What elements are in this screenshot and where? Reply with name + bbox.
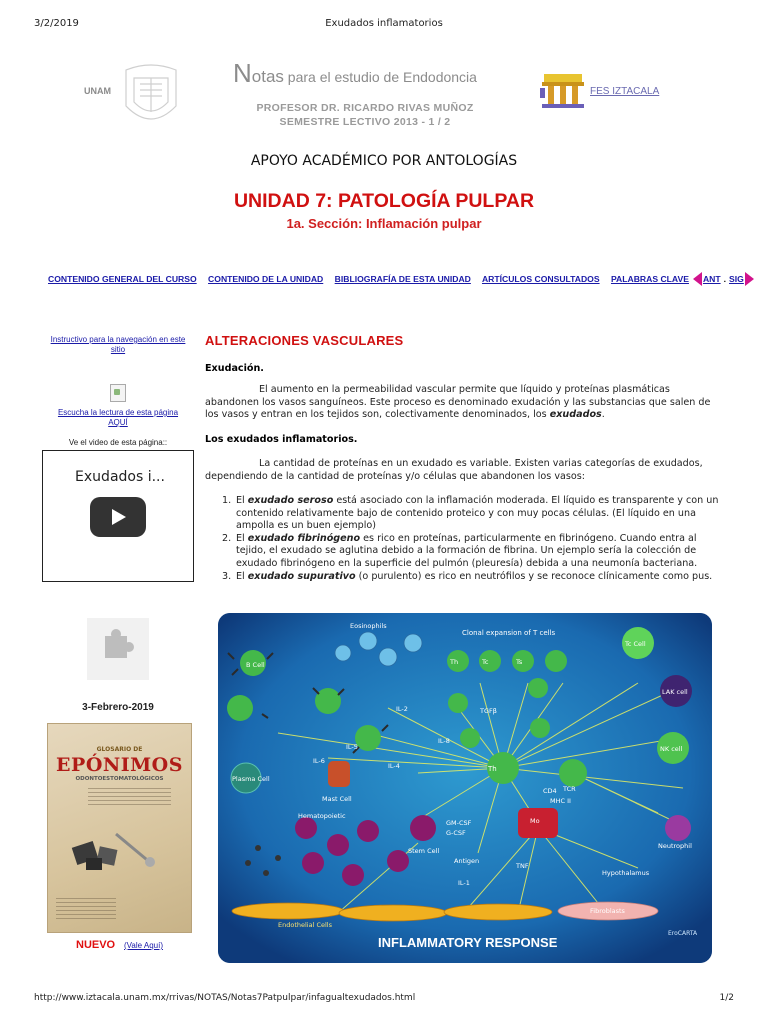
site-title-otas: otas: [251, 67, 284, 86]
missing-plugin-icon: [87, 618, 149, 680]
label-logo: EroCARTA: [668, 930, 698, 937]
label-mo: Mo: [530, 817, 540, 825]
next-arrow-icon[interactable]: [745, 272, 754, 286]
p1-text: El aumento en la permeabilidad vascular permite que líquido y proteínas plasmáticas abandonen los vasos sanguíneos. Este proceso es denominado exudación y las substancias que salen de los vasos y entran en los tejidos son, colectivamente denominados, los: [205, 384, 711, 421]
book-authors-lines: [88, 788, 171, 808]
nav-palabras-clave[interactable]: PALABRAS CLAVE: [610, 274, 689, 284]
content-heading: ALTERACIONES VASCULARES: [205, 333, 404, 348]
fes-iztacala-logo: [540, 70, 586, 110]
nuevo-link[interactable]: (Vale Aquí): [124, 941, 163, 950]
print-url: http://www.iztacala.unam.mx/rrivas/NOTAS/Notas7Patpulpar/infagualtexudados.html: [34, 993, 416, 1003]
label-stem-cell: Stem Cell: [408, 847, 440, 855]
label-mhc2: MHC II: [550, 797, 571, 805]
video-embed[interactable]: [42, 450, 194, 582]
label-eosinophils: Eosinophils: [350, 622, 387, 630]
label-il4: IL-4: [388, 762, 400, 770]
print-date: 3/2/2019: [34, 18, 79, 29]
site-title-initial: N: [233, 58, 252, 88]
nav-contenido-general[interactable]: CONTENIDO GENERAL DEL CURSO: [48, 274, 197, 284]
endothelial-cells: [232, 903, 552, 921]
fes-iztacala-link[interactable]: FES IZTACALA: [590, 86, 660, 97]
update-date: 3-Febrero-2019: [82, 702, 154, 713]
unit-title: UNIDAD 7: PATOLOGÍA PULPAR: [233, 190, 535, 212]
play-button-icon[interactable]: [90, 497, 146, 537]
p2-text: La cantidad de proteínas en un exudado es variable. Existen varias categorías de exudados, dependiendo de la cantidad de proteínas y/o células que abandonen los vasos:: [205, 458, 703, 482]
label-hypothalamus: Hypothalamus: [602, 869, 650, 877]
prev-arrow-icon[interactable]: [693, 272, 702, 286]
label-th-2: Th: [450, 658, 459, 666]
exudados-inflamatorios-heading: Los exudados inflamatorios.: [205, 434, 358, 445]
instructivo-link[interactable]: Instructivo para la navegación en este sitio: [50, 335, 186, 354]
section-title: 1a. Sección: Inflamación pulpar: [286, 216, 482, 231]
label-neutrophil: Neutrophil: [658, 842, 692, 850]
label-il6: IL-6: [313, 757, 325, 765]
neutrophil: [665, 815, 691, 841]
label-ts: Ts: [516, 658, 523, 666]
professor-name: PROFESOR DR. RICARDO RIVAS MUÑOZ: [256, 102, 474, 114]
book-subtitle: ODONTOESTOMATOLÓGICOS: [75, 776, 164, 782]
site-title-rest: para el estudio de Endodoncia: [283, 69, 477, 85]
term-fibrinogeno: exudado fibrinógeno: [247, 532, 361, 544]
apoyo-heading: APOYO ACADÉMICO POR ANTOLOGÍAS: [250, 153, 518, 169]
book-cover-image[interactable]: [47, 723, 192, 933]
list-item: 1. El exudado seroso está asociado con la inflamación moderada. El líquido es transparente y con un contenido relativamente bajo de contenido proteico y con muy pocas células. (El líquido en una ampolla es un buen ejemplo): [222, 495, 719, 532]
label-il1: IL-1: [458, 879, 470, 887]
dental-tools-illustration: [66, 824, 156, 874]
video-label: Ve el video de esta página::: [68, 438, 168, 447]
mast-cell: [328, 761, 350, 787]
book-title: EPÓNIMOS: [56, 754, 183, 776]
label-plasma-cell: Plasma Cell: [232, 775, 270, 783]
course-nav: [48, 272, 754, 286]
label-antigen: Antigen: [454, 857, 480, 865]
label-tnf: TNF: [516, 862, 529, 870]
list-item: 3. El exudado supurativo (o purulento) es rico en neutrófilos y se reconoce clínicamente como pus.: [222, 570, 713, 582]
paragraph-exudacion: [205, 384, 719, 422]
label-tcr: TCR: [563, 785, 576, 793]
exudacion-heading: Exudación.: [205, 363, 264, 374]
unam-logo: [118, 62, 184, 134]
label-tgfb: TGFβ: [480, 707, 497, 715]
p1-end: .: [601, 409, 605, 421]
term-seroso: exudado seroso: [247, 495, 334, 506]
label-gmcsf: GM-CSF: [446, 819, 472, 827]
label-il5: IL-5: [346, 743, 358, 751]
th-right-cell: [559, 759, 587, 787]
label-b-cell: B Cell: [246, 661, 265, 669]
diagram-caption: INFLAMMATORY RESPONSE: [378, 935, 558, 950]
term-supurativo: exudado supurativo: [247, 570, 356, 582]
label-endothelial: Endothelial Cells: [278, 921, 332, 929]
audio-image-icon[interactable]: [110, 384, 126, 402]
label-tc: Tc: [482, 658, 489, 666]
nav-sig[interactable]: SIG: [729, 274, 744, 284]
paragraph-cantidad: [205, 458, 719, 483]
list-item: 2. El exudado fibrinógeno es rico en proteínas, particularmente en fibrinógeno. Cuando entra al tejido, el exudado se aglutina debido a la formación de fibrina. Un ejemplo sería la colección de exudado fibrinógeno en la superficie del pulmón (pleuresía) debida a una neumonía bacteriana.: [222, 532, 698, 569]
stem-cell: [410, 815, 436, 841]
site-title: [233, 58, 477, 89]
label-nk-cell: NK cell: [660, 745, 683, 753]
escucha-link[interactable]: Escucha la lectura de esta página AQUÍ: [57, 408, 179, 427]
label-clonal-expansion: Clonal expansion of T cells: [462, 629, 556, 637]
p1-exudados: exudados: [549, 409, 602, 421]
nav-ant[interactable]: ANT: [702, 274, 721, 284]
label-cd4: CD4: [543, 787, 557, 795]
label-il2: IL-2: [396, 705, 408, 713]
print-page-number: 1/2: [719, 993, 734, 1003]
nav-separator: .: [723, 274, 727, 284]
label-fibroblasts: Fibroblasts: [590, 907, 625, 915]
label-il8: IL-8: [438, 737, 450, 745]
semester: SEMESTRE LECTIVO 2013 - 1 / 2: [279, 116, 451, 128]
print-doc-title: Exudados inflamatorios: [325, 18, 443, 29]
professor-block: [200, 101, 530, 129]
nuevo-label: NUEVO: [76, 939, 116, 951]
nav-articulos[interactable]: ARTÍCULOS CONSULTADOS: [481, 274, 600, 284]
label-th: Th: [488, 765, 497, 773]
book-glosario: GLOSARIO DE: [96, 746, 143, 753]
label-hematopoietic: Hematopoietic: [298, 812, 346, 820]
label-gcsf: G-CSF: [446, 829, 466, 837]
unam-label: UNAM: [84, 86, 111, 96]
video-title: Exudados i...: [75, 469, 165, 485]
label-mast-cell: Mast Cell: [322, 795, 352, 803]
book-footer-lines: [56, 898, 116, 922]
nav-contenido-unidad[interactable]: CONTENIDO DE LA UNIDAD: [208, 274, 324, 284]
inflammatory-response-diagram: [218, 613, 712, 963]
nav-bibliografia[interactable]: BIBLIOGRAFÍA DE ESTA UNIDAD: [334, 274, 471, 284]
exudate-types-list: [222, 495, 719, 583]
label-tc-cell: Tc Cell: [625, 640, 646, 648]
label-lak-cell: LAK cell: [662, 688, 688, 696]
